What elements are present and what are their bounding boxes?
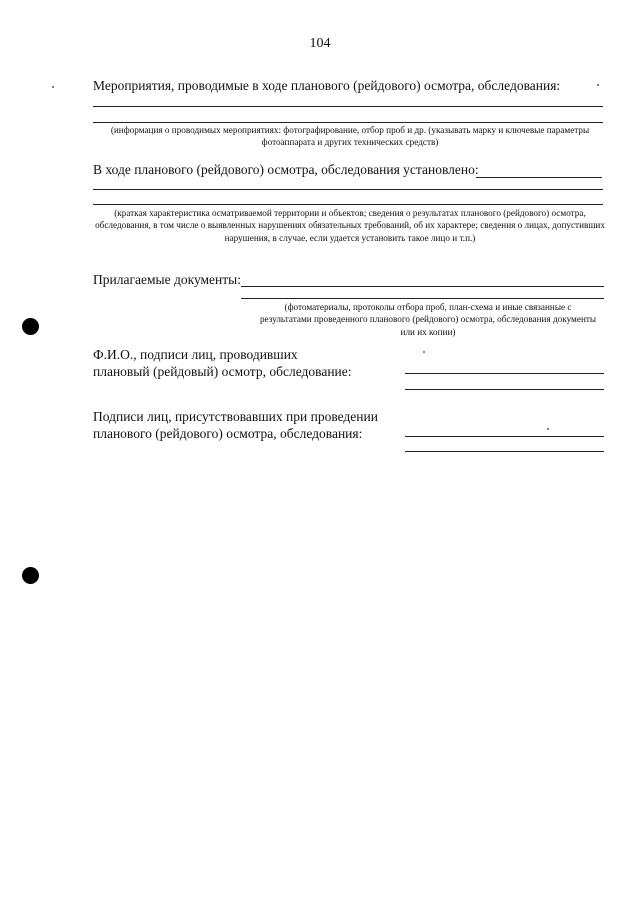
activities-fill-line[interactable] bbox=[93, 122, 603, 123]
inspector-signature-line[interactable] bbox=[405, 373, 604, 374]
inspector-signature-line[interactable] bbox=[405, 389, 604, 390]
attendees-label-line2: планового (рейдового) осмотра, обследования: bbox=[93, 426, 363, 441]
scan-speck bbox=[547, 428, 549, 430]
page-number: 104 bbox=[309, 36, 331, 51]
attachments-note: (фотоматериалы, протоколы отбора проб, план-схема и иные связанные с результатами проведенного планового (рейдового) осмотра, обследования документы или их копии) bbox=[259, 302, 597, 337]
binder-hole-bottom bbox=[22, 567, 39, 584]
attachments-inline-fill-line[interactable] bbox=[241, 286, 604, 287]
attachments-heading: Прилагаемые документы: bbox=[93, 272, 241, 287]
scan-speck bbox=[597, 84, 599, 86]
inspectors-label-line2: плановый (рейдовый) осмотр, обследование: bbox=[93, 364, 352, 379]
findings-fill-line[interactable] bbox=[93, 204, 603, 205]
findings-fill-line[interactable] bbox=[93, 189, 603, 190]
inspectors-label-line1: Ф.И.О., подписи лиц, проводивших bbox=[93, 347, 298, 362]
binder-hole-top bbox=[22, 318, 39, 335]
attendee-signature-line[interactable] bbox=[405, 436, 604, 437]
scan-speck bbox=[423, 351, 425, 353]
activities-note: (информация о проводимых мероприятиях: фотографирование, отбор проб и др. (указывать марку и ключевые параметры фотоаппарата и других технических средств) bbox=[110, 125, 590, 148]
activities-heading: Мероприятия, проводимые в ходе планового (рейдового) осмотра, обследования: bbox=[93, 78, 561, 93]
attendees-label-line1: Подписи лиц, присутствовавших при проведении bbox=[93, 409, 378, 424]
findings-heading: В ходе планового (рейдового) осмотра, обследования установлено: bbox=[93, 162, 479, 177]
attendee-signature-line[interactable] bbox=[405, 451, 604, 452]
scan-speck bbox=[52, 86, 54, 88]
activities-fill-line[interactable] bbox=[93, 106, 603, 107]
attachments-fill-line[interactable] bbox=[241, 298, 604, 299]
findings-inline-fill-line[interactable] bbox=[476, 177, 602, 178]
findings-note: (краткая характеристика осматриваемой территории и объектов; сведения о результатах планового (рейдового) осмотра, обследования, в том числе о выявленных нарушениях обязательных требований, об их характере; сведения о лицах, допустивших нарушения, в случае, если удается установить такое лицо и т.п.) bbox=[95, 208, 605, 243]
